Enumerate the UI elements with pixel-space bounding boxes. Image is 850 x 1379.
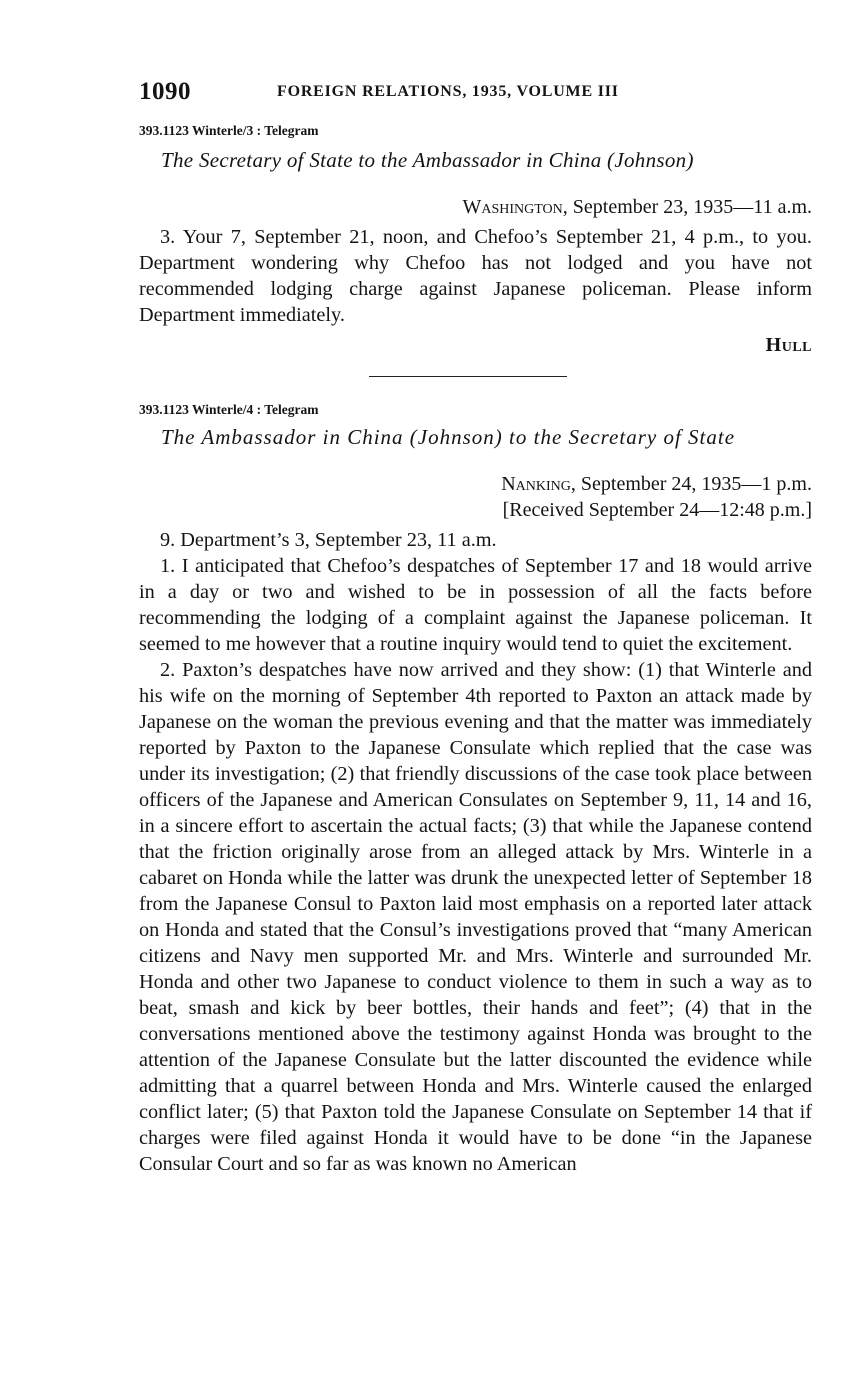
telegram-body: 3. Your 7, September 21, noon, and Chefoo’s September 21, 4 p.m., to you. Department wondering why Chefoo has not lodged and you have not recommended lodging charge against Japanese policeman. Please inform Department immediately. (139, 226, 812, 326)
file-reference: 393.1123 Winterle/3 : Telegram (139, 123, 319, 138)
document-title: The Ambassador in China (Johnson) to the Secretary of State (161, 425, 736, 449)
running-title: FOREIGN RELATIONS, 1935, VOLUME III (277, 83, 619, 100)
body-paragraph: 1. I anticipated that Chefoo’s despatches of September 17 and 18 would arrive in a day or two and wished to be in possession of all the facts before recommending the lodging of a complaint against the Japanese policeman. It seemed to me however that a routine inquiry would tend to quiet the excitement. (139, 555, 812, 655)
received-note: [Received September 24—12:48 p.m.] (502, 499, 812, 521)
document-page (139, 76, 812, 1177)
page-number: 1090 (139, 78, 191, 105)
dateline-date: , September 24, 1935—1 p.m. (570, 473, 812, 495)
document-title: The Secretary of State to the Ambassador in China (Johnson) (161, 148, 694, 172)
signature: Hull (765, 334, 812, 356)
dateline (139, 471, 812, 497)
telegram-ambassador-to-secretary (139, 401, 812, 1177)
running-head (139, 76, 812, 116)
file-reference: 393.1123 Winterle/4 : Telegram (139, 402, 319, 417)
dateline-date: , September 23, 1935—11 a.m. (562, 196, 812, 218)
body-paragraph: 2. Paxton’s despatches have now arrived and they show: (1) that Winterle and his wife on the morning of September 4th reported to Paxton an attack made by Japanese on the woman the previous evening and that the matter was immediately reported by Paxton to the Japanese Consulate which replied that the case was under its investigation; (2) that friendly discussions of the case took place between officers of the Japanese and American Consulates on September 9, 11, 14 and 16, in a sincere effort to ascertain the actual facts; (3) that while the Japanese contend that the friction originally arose from an alleged attack by Mrs. Winterle in a cabaret on Honda while the latter was drunk the unexpected letter of September 18 from the Japanese Consul to Paxton laid most emphasis on a reported later attack on Honda and stated that the Consul’s investigations proved that “many American citizens and Navy men supported Mr. and Mrs. Winterle and surrounded Mr. Honda and other two Japanese to conduct violence to them in such a way as to beat, smash and kick by beer bottles, their hands and feet”; (4) that in the conversations mentioned above the testimony against Honda was brought to the attention of the Japanese Consulate but the latter discounted the evidence while admitting that a quarrel between Honda and Mrs. Winterle caused the enlarged conflict later; (5) that Paxton told the Japanese Consulate on September 14 that if charges were filed against Honda it would have to be done “in the Japanese Consular Court and so far as was known no American (139, 659, 812, 1175)
dateline-place: Nanking (501, 473, 571, 495)
telegram-secretary-to-ambassador (139, 122, 812, 358)
body-paragraph: 9. Department’s 3, September 23, 11 a.m. (160, 529, 497, 551)
dateline-place: Washington (462, 196, 563, 218)
dateline (139, 194, 812, 220)
